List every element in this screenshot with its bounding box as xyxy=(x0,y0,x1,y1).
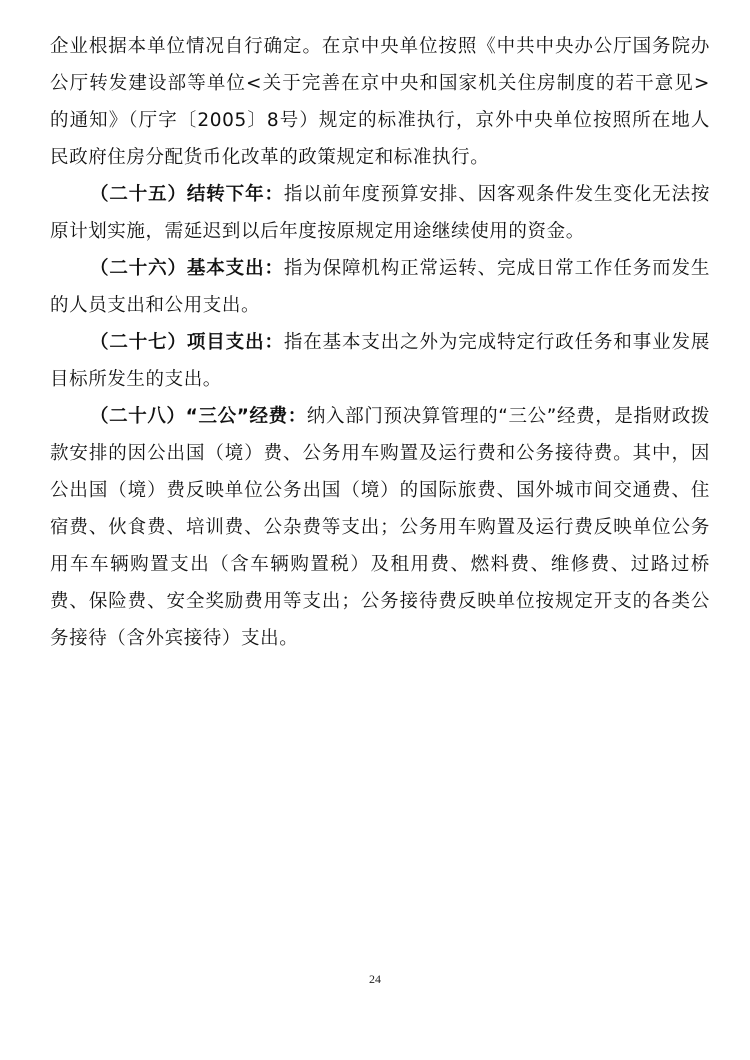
document-body xyxy=(50,28,710,657)
page-number: 24 xyxy=(369,972,381,986)
paragraph-item-27 xyxy=(50,324,710,398)
term-heading: （二十五）结转下年： xyxy=(90,184,284,205)
paragraph-text: 指以前年度预算安排、因客观条件发生变化无法按原计划实施，需延迟到以后年度按原规定用途继续使用的资金。 xyxy=(50,184,710,242)
term-heading: （二十八）“三公”经费： xyxy=(90,406,307,427)
paragraph-item-26 xyxy=(50,250,710,324)
term-heading: （二十七）项目支出： xyxy=(90,332,284,353)
term-heading: （二十六）基本支出： xyxy=(90,258,284,279)
paragraph-text: 纳入部门预决算管理的“三公”经费，是指财政拨款安排的因公出国（境）费、公务用车购置及运行费和公务接待费。其中，因公出国（境）费反映单位公务出国（境）的国际旅费、国外城市间交通费、住宿费、伙食费、培训费、公杂费等支出；公务用车购置及运行费反映单位公务用车车辆购置支出（含车辆购置税）及租用费、燃料费、维修费、过路过桥费、保险费、安全奖励费用等支出；公务接待费反映单位按规定开支的各类公务接待（含外宾接待）支出。 xyxy=(50,406,710,649)
paragraph-text: 指在基本支出之外为完成特定行政任务和事业发展目标所发生的支出。 xyxy=(50,332,710,390)
paragraph-item-25 xyxy=(50,176,710,250)
paragraph-item-28 xyxy=(50,398,710,657)
paragraph-text: 指为保障机构正常运转、完成日常工作任务而发生的人员支出和公用支出。 xyxy=(50,258,710,316)
paragraph-text: 企业根据本单位情况自行确定。在京中央单位按照《中共中央办公厅国务院办公厅转发建设部等单位<关于完善在京中央和国家机关住房制度的若干意见>的通知》（厅字〔2005〕8号）规定的标准执行，京外中央单位按照所在地人民政府住房分配货币化改革的政策规定和标准执行。 xyxy=(50,36,710,168)
paragraph-continuation xyxy=(50,28,710,176)
